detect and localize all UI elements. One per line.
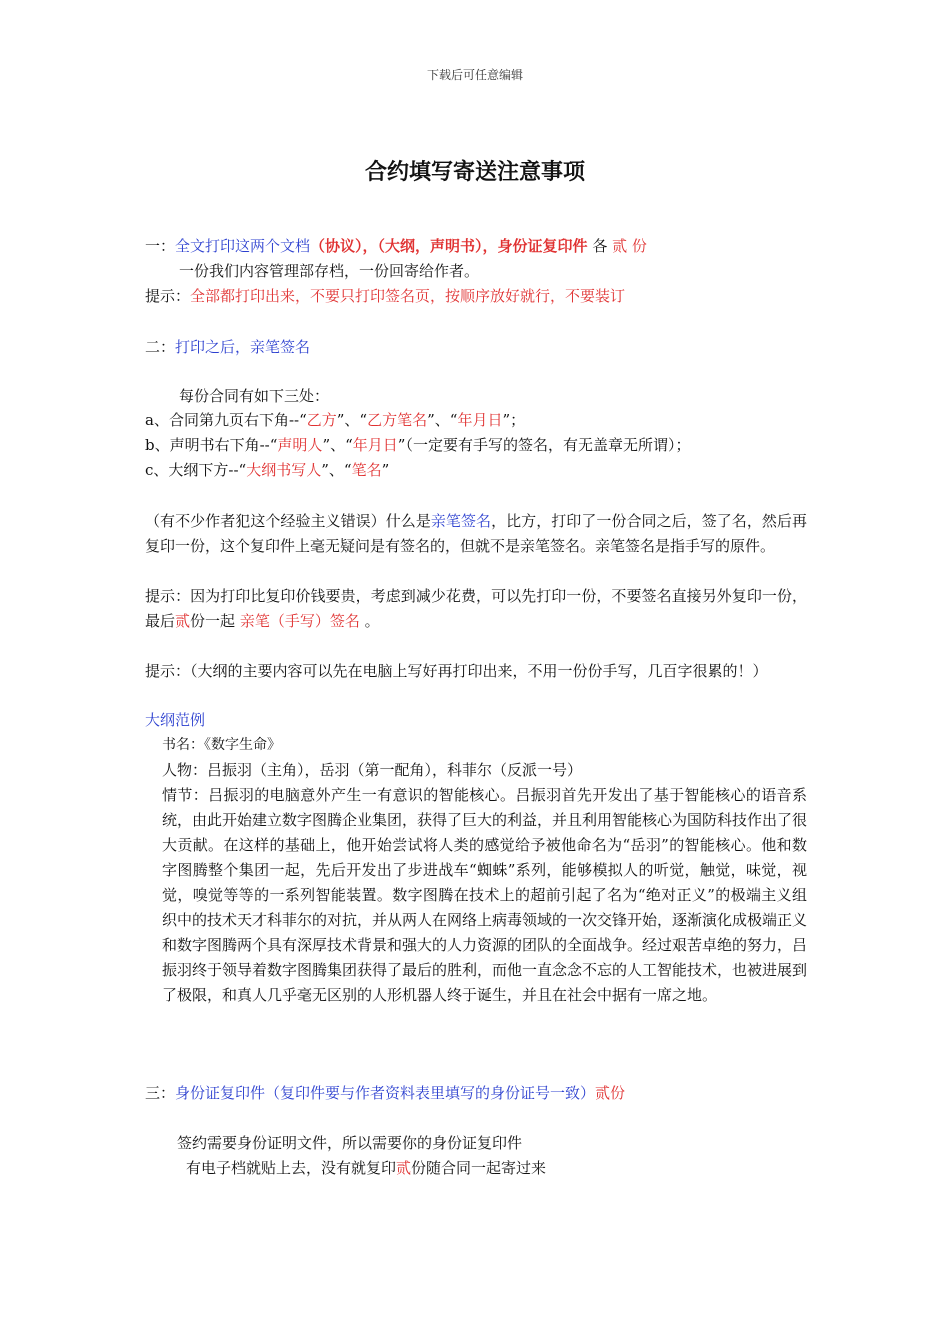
tip-print-cost-a: 提示：因为打印比复印价钱要贵，考虑到减少花费，可以先打印一份，不要签名直接另外复印一份，最后: [145, 587, 807, 630]
sign-point-a-party-b: 乙方: [306, 411, 337, 429]
section-3-line-2-a: 有电子档就贴上去，没有就复印: [186, 1159, 397, 1177]
tip-print-cost-count: 贰: [175, 612, 191, 630]
section-1-line: [145, 236, 647, 256]
header-note: 下载后可任意编辑: [426, 68, 523, 82]
section-1-tip: [145, 286, 625, 306]
sign-point-c-pen-name: 笔名: [351, 461, 382, 479]
sign-point-a-date: 年月日: [457, 411, 503, 429]
signature-explanation-term: 亲笔签名: [430, 512, 492, 530]
section-1-count: 贰 份: [612, 237, 647, 255]
section-3-number: 三：: [145, 1084, 176, 1102]
sign-point-b-declarant: 声明人: [277, 436, 323, 454]
sign-point-c: [145, 460, 389, 480]
section-1-each: 各: [587, 237, 613, 255]
sign-point-b-date: 年月日: [352, 436, 398, 454]
sign-point-a: [145, 410, 525, 430]
section-1-archive-note: 一份我们内容管理部存档，一份回寄给作者。: [179, 262, 480, 280]
section-1-tip-text: 全部都打印出来，不要只打印签名页，按顺序放好就行，不要装订: [190, 287, 626, 305]
section-1-tip-label: 提示：: [145, 287, 191, 305]
section-3-heading: [145, 1083, 625, 1103]
sign-point-b: [145, 435, 690, 455]
signature-explanation: [145, 509, 807, 559]
sign-point-c-end: ”: [381, 461, 390, 479]
signature-explanation-a: （有不少作者犯这个经验主义错误）什么是: [145, 512, 431, 530]
sign-point-a-prefix: a、合同第九页右下角--“: [145, 411, 307, 429]
sign-point-a-sep2: ”、“: [427, 411, 458, 429]
tip-outline: 提示：（大纲的主要内容可以先在电脑上写好再打印出来，不用一份份手写，几百字很累的！）: [145, 662, 768, 680]
sign-point-c-writer: 大纲书写人: [246, 461, 322, 479]
sign-point-b-sep1: ”、“: [322, 436, 353, 454]
section-2-intro: 每份合同有如下三处：: [179, 387, 330, 405]
outline-book-title: 书名：《数字生命》: [162, 737, 281, 753]
section-3-line-2: [186, 1158, 546, 1178]
section-3-count: 贰份: [595, 1084, 626, 1102]
outline-example-heading: 大纲范例: [145, 711, 206, 729]
section-2-heading: [145, 337, 310, 357]
section-1-fulltext: 全文: [175, 237, 206, 255]
document-title: 合约填写寄送注意事项: [364, 159, 585, 185]
sign-point-b-end: ”（一定要有手写的签名，有无盖章无所谓）；: [397, 436, 691, 454]
section-3-line-2-c: 份随合同一起寄过来: [411, 1159, 547, 1177]
section-3-line-2-count: 贰: [396, 1159, 412, 1177]
outline-characters: 人物：吕振羽（主角），岳羽（第一配角），科菲尔（反派一号）: [162, 761, 583, 779]
sign-point-a-sep1: ”、“: [336, 411, 368, 429]
sign-point-a-pen-name: 乙方笔名: [367, 411, 428, 429]
section-1-print-docs: 打印这两个文档: [205, 237, 311, 255]
tip-print-cost-c: 份一起: [190, 612, 240, 630]
sign-point-c-sep1: ”、“: [321, 461, 352, 479]
section-2-heading-text: 打印之后，亲笔签名: [175, 338, 311, 356]
tip-print-cost-end: 。: [359, 612, 380, 630]
tip-print-cost-handwritten: 亲笔（手写）签名: [239, 612, 360, 630]
section-3-line-1: 签约需要身份证明文件，所以需要你的身份证复印件: [177, 1134, 523, 1152]
sign-point-c-prefix: c、大纲下方--“: [145, 461, 247, 479]
sign-point-b-prefix: b、声明书右下角--“: [145, 436, 278, 454]
outline-plot: 情节：吕振羽的电脑意外产生一有意识的智能核心。吕振羽首先开发出了基于智能核心的语音系统，由此开始建立数字图腾企业集团，获得了巨大的利益，并且利用智能核心为国防科技作出了很大贡献。在这样的基础上，他开始尝试将人类的感觉给予被他命名为“岳羽”的智能核心。他和数字图腾整个集团一起，先后开发出了步进战车“蜘蛛”系列，能够模拟人的听觉，触觉，味觉，视觉，嗅觉等等的一系列智能装置。数字图腾在技术上的超前引起了名为“绝对正义”的极端主义组织中的技术天才科菲尔的对抗，并从两人在网络上病毒领域的一次交锋开始，逐渐演化成极端正义和数字图腾两个具有深厚技术背景和强大的人力资源的团队的全面战争。经过艰苦卓绝的努力，吕振羽终于领导着数字图腾集团获得了最后的胜利，而他一直念念不忘的人工智能技术，也被进展到了极限，和真人几乎毫无区别的人形机器人终于诞生，并且在社会中据有一席之地。: [162, 786, 808, 1004]
signature-explanation-c: ，比方，打印了一份合同之后，签了名，然后再复印一份，这个复印件上毫无疑问是有签名的，但就不是亲笔签名。亲笔签名是指手写的原件。: [145, 512, 807, 555]
section-1-doc-list: （协议），（大纲，声明书），身份证复印件: [310, 237, 588, 255]
section-3-heading-text: 身份证复印件（复印件要与作者资料表里填写的身份证号一致）: [175, 1084, 596, 1102]
section-1-number: 一：: [145, 237, 176, 255]
sign-point-a-end: ”；: [502, 411, 526, 429]
tip-print-cost: [145, 584, 807, 634]
section-2-number: 二：: [145, 338, 176, 356]
